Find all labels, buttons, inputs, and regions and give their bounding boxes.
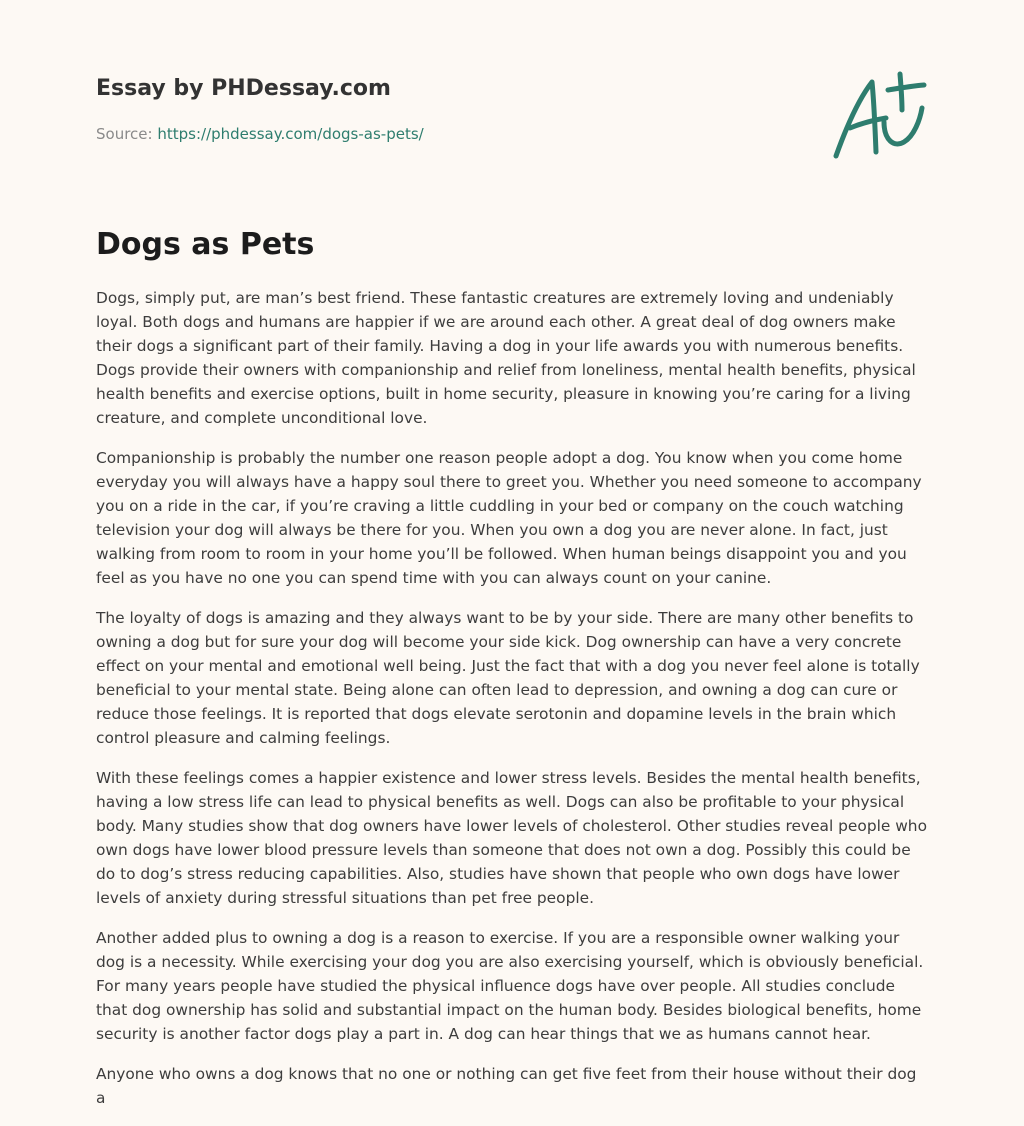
- essay-paragraph: Companionship is probably the number one reason people adopt a dog. You know when you come home everyday you will always have a happy soul there to greet you. Whether you need someone to accompany you on a ride in the car, if you’re craving a little cuddling in your bed or company on the couch watching television your dog will always be there for you. When you own a dog you are never alone. In fact, just walking from room to room in your home you’ll be followed. When human beings disappoint you and you feel as you have no one you can spend time with you can always count on your canine.: [96, 449, 922, 587]
- essay-paragraph: Anyone who owns a dog knows that no one or nothing can get five feet from their house without their dog a: [96, 1065, 917, 1107]
- page-header: [96, 72, 928, 172]
- source-line: [96, 124, 424, 144]
- essay-paragraph: The loyalty of dogs is amazing and they always want to be by your side. There are many other benefits to owning a dog but for sure your dog will become your side kick. Dog ownership can have a very concrete effect on your mental and emotional well being. Just the fact that with a dog you never feel alone is totally beneficial to your mental state. Being alone can often lead to depression, and owning a dog can cure or reduce those feelings. It is reported that dogs elevate serotonin and dopamine levels in the brain which control pleasure and calming feelings.: [96, 609, 920, 747]
- source-link[interactable]: https://phdessay.com/dogs-as-pets/: [157, 125, 424, 143]
- page-title: Dogs as Pets: [96, 227, 315, 262]
- essay-paragraph: With these feelings comes a happier existence and lower stress levels. Besides the mental health benefits, having a low stress life can lead to physical benefits as well. Dogs can also be profitable to your physical body. Many studies show that dog owners have lower levels of cholesterol. Other studies reveal people who own dogs have lower blood pressure levels than someone that does not own a dog. Possibly this could be do to dog’s stress reducing capabilities. Also, studies have shown that people who own dogs have lower levels of anxiety during stressful situations than pet free people.: [96, 769, 927, 907]
- essay-paragraph: Another added plus to owning a dog is a reason to exercise. If you are a responsible owner walking your dog is a necessity. While exercising your dog you are also exercising yourself, which is obviously beneficial. For many years people have studied the physical influence dogs have over people. All studies conclude that dog ownership has solid and substantial impact on the human body. Besides biological benefits, home security is another factor dogs play a part in. A dog can hear things that we as humans cannot hear.: [96, 929, 924, 1043]
- source-label: Source:: [96, 125, 153, 143]
- essay-body: [96, 286, 930, 1126]
- a-plus-logo: [828, 68, 928, 164]
- brand-title: Essay by PHDessay.com: [96, 76, 391, 101]
- a-plus-logo-icon: [828, 68, 928, 164]
- essay-paragraph: Dogs, simply put, are man’s best friend. These fantastic creatures are extremely loving and undeniably loyal. Both dogs and humans are happier if we are around each other. A great deal of dog owners make their dogs a significant part of their family. Having a dog in your life awards you with numerous benefits. Dogs provide their owners with companionship and relief from loneliness, mental health benefits, physical health benefits and exercise options, built in home security, pleasure in knowing you’re caring for a living creature, and complete unconditional love.: [96, 289, 916, 427]
